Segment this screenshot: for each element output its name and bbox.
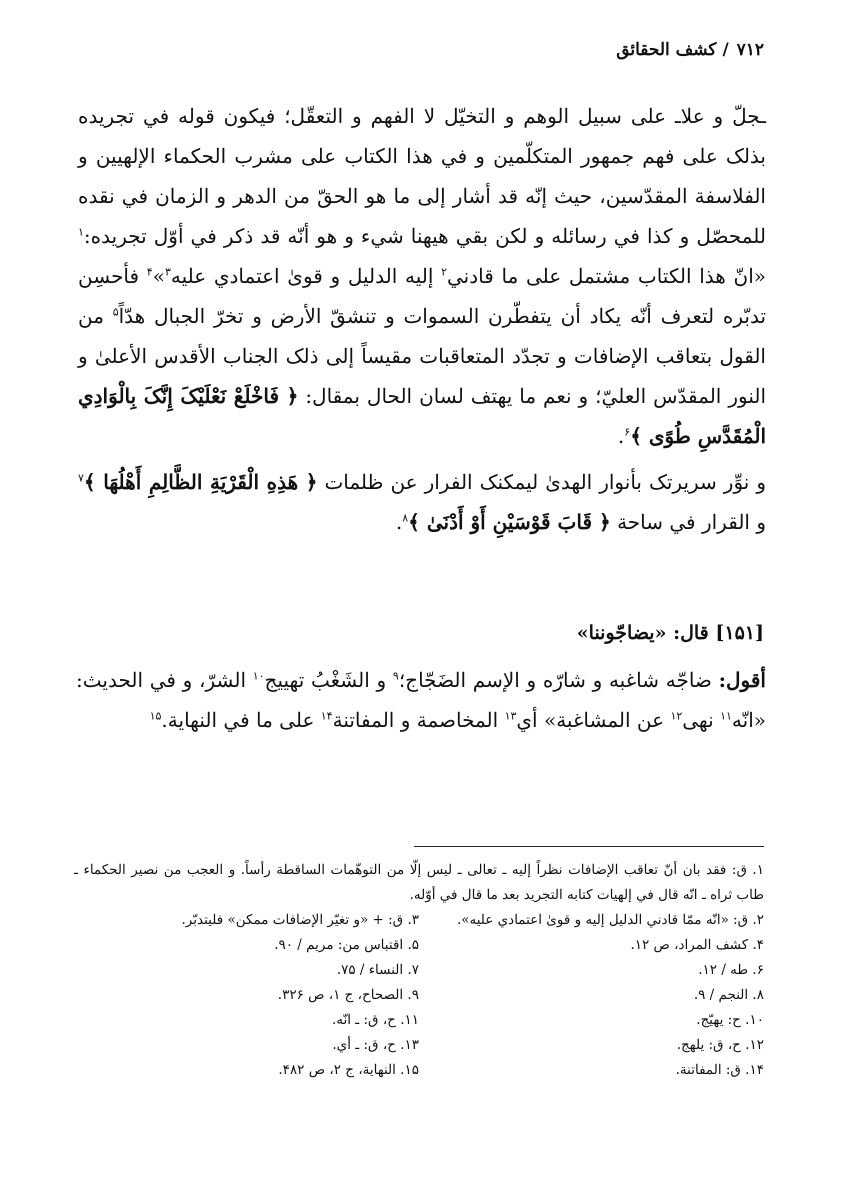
footnotes [74, 858, 764, 1083]
footnote-ref: ٣ [164, 265, 171, 279]
footnote-ref: ٢ [441, 265, 448, 279]
footnote-2: ۲. ق: «انّه ممّا قادني الدلیل إلیه و قویٰ اعتمادي علیه». [456, 912, 764, 928]
text-run: . [617, 424, 625, 448]
footnote-ref: ۱۲ [670, 709, 683, 723]
footnote-12: ۱۲. ح، ق: یلهج. [676, 1037, 764, 1053]
text-run: من القول بتعاقب الإضافات و تجدّد المتعاقبات مقیساً إلی ذلک الجناب الأقدس الأعلیٰ و النور المقدّس العليّ؛ و نعم ما یهتف لسان الحال بمقال: [78, 304, 767, 408]
footnote-9: ۹. الصحاح، ج ۱، ص ۳۲۶. [277, 987, 419, 1003]
footnote-13: ۱۳. ح، ق: ـ أي. [332, 1037, 419, 1053]
text-run: و الشَغْبُ تهییج [264, 668, 393, 692]
main-text [78, 96, 766, 542]
footnote-ref: ۱۰ [252, 669, 265, 683]
footnote-row [74, 983, 764, 1008]
footnote-ref: ۱۳ [504, 709, 517, 723]
footnote-ref: ۱۴ [320, 709, 333, 723]
footnote-7: ۷. النساء / ۷۵. [336, 962, 419, 978]
footnote-row [74, 958, 764, 983]
footnote-ref: ۶ [624, 425, 631, 439]
footnote-4: ۴. کشف المراد، ص ۱۲. [630, 937, 764, 953]
footnote-divider [414, 846, 764, 847]
text-run: المخاصمة و المفاتنة [332, 708, 505, 732]
footnote-6: ۶. طه / ۱۲. [698, 962, 764, 978]
text-run: علی ما في النهایة. [161, 708, 321, 732]
quran-quote: ﴿ هَذِهِ الْقَرْيَةِ الظَّالِمِ أَهْلُهَا ﴾ [83, 470, 318, 494]
running-header [616, 40, 764, 60]
text-run: » [152, 264, 165, 288]
footnote-ref: ۵ [112, 305, 119, 319]
footnote-3: ۳. ق: + «و تغیّر الإضافات ممکن» فلیتدبّر. [181, 912, 419, 928]
paragraph-1 [78, 96, 766, 456]
text-run: «انّ هذا الکتاب مشتمل علی ما قادني [447, 264, 766, 288]
footnote-11: ۱۱. ح، ق: ـ انّه. [331, 1012, 419, 1028]
text-run: الشرّ، و في الحدیث: «انّه [76, 668, 766, 732]
footnote-row [74, 908, 764, 933]
text-run: عن المشاغبة» أي [516, 708, 671, 732]
footnote-row [74, 933, 764, 958]
footnote-ref: ۱۱ [720, 709, 732, 723]
footnote-ref: ۷ [78, 471, 84, 485]
footnote-15: ۱۵. النهایة، ج ۲، ص ۴۸۲. [278, 1062, 419, 1078]
paragraph-2 [78, 462, 766, 542]
footnote-1: ۱. ق: فقد بان أنّ تعاقب الإضافات نظراً إلیه ـ تعالی ـ لیس إلّا من التوهّمات الساقطة رأساً. و العجب من نصیر الحکماء ـ طاب ثراه ـ انّه قال في إلهیات کتابه التجرید بعد ما قال في أوّله. [74, 862, 764, 903]
text-run: . [395, 510, 403, 534]
text-run: و نوِّر سریرتک بأنوار الهدیٰ لیمکنک الفرار عن ظلمات [317, 470, 766, 494]
footnote-ref: ١ [78, 225, 84, 239]
footnote-ref: ۹ [392, 669, 399, 683]
footnote-ref: ۴ [146, 265, 153, 279]
text-run: فأحسِن تدبّره لتعرف أنّه یکاد أن یتفطّرن السموات و تنشقّ الأرض و تخرّ الجبال هدّاً [78, 264, 767, 328]
footnote-8: ۸. النجم / ۹. [693, 987, 764, 1003]
footnote-ref: ۱۵ [149, 709, 162, 723]
footnote-row [74, 1008, 764, 1033]
footnote-5: ۵. اقتباس من: مریم / ۹۰. [274, 937, 419, 953]
section-body [76, 660, 766, 740]
page-number: ۷۱۲ [736, 40, 764, 60]
text-run: و القرار في ساحة [610, 510, 766, 534]
text-run: ضاجّه شاغبه و شارّه و الإسم الضَجّاج؛ [398, 668, 719, 692]
text-run: نهی [682, 708, 721, 732]
footnote-ref: ۸ [402, 511, 409, 525]
footnote-row [74, 1033, 764, 1058]
section-heading: [۱۵۱] قال: «یضاجّوننا» [576, 622, 764, 644]
footnote-row [74, 1058, 764, 1083]
paragraph-3 [76, 660, 766, 740]
text-run: ـجلّ و علاـ علی سبیل الوهم و التخیّل لا الفهم و التعقّل؛ فیکون قوله في تجریده بذلک علی فهم جمهور المتکلّمین و في هذا الکتاب علی مشرب الحکماء الإلهیین و الفلاسفة المقدّسین، حیث إنّه قد أشار إلی ما هو الحقّ من الدهر و الزمان في نقده للمحصّل و کذا في رسائله و لکن بقي هیهنا شيء و هو أنّه قد ذکر في أوّل تجریده: [78, 104, 766, 248]
quran-quote: ﴿ فَاخْلَعْ نَعْلَیْکَ إِنَّکَ بِالْوَادِي الْمُقَدَّسِ طُوًی ﴾ [78, 384, 766, 448]
lead-word: أقول: [718, 668, 766, 692]
book-title: کشف الحقائق [616, 40, 717, 60]
quran-quote: ﴿ قَابَ قَوْسَیْنِ أَوْ أَدْنَیٰ ﴾ [408, 510, 611, 534]
footnote-14: ۱۴. ق: المفاتنة. [675, 1062, 764, 1078]
text-run: إلیه الدلیل و قویٰ اعتمادي علیه [170, 264, 442, 288]
footnote-10: ۱۰. ح: یهیّج. [696, 1012, 764, 1028]
header-separator: / [722, 40, 735, 60]
